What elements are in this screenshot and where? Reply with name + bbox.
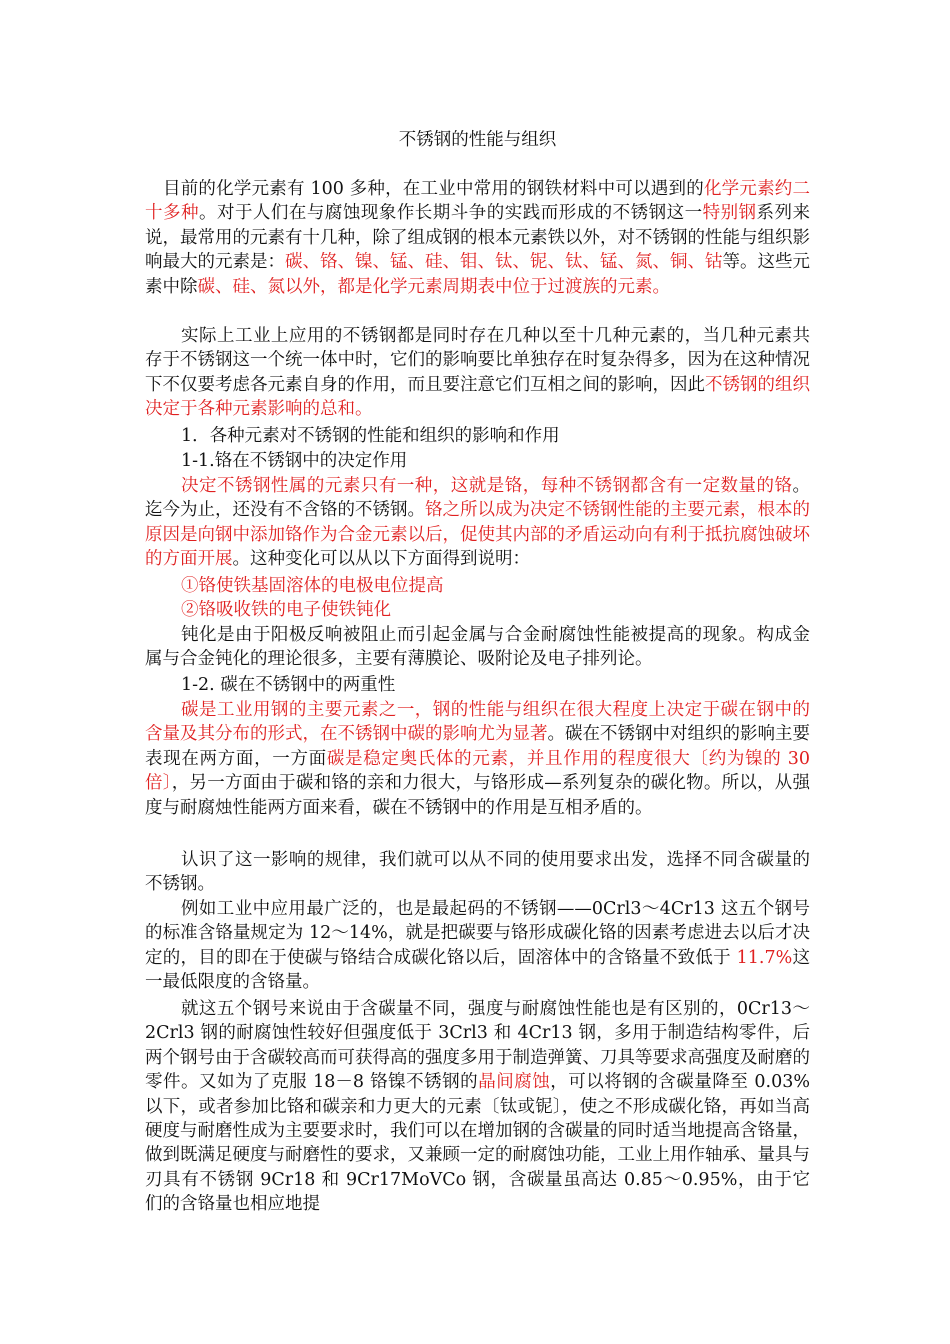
paragraph-elements-intro: [145, 177, 810, 299]
text-run: 等。这些元素中除: [145, 252, 810, 297]
highlight-text: 决定不锈钢性属的元素只有一种，这就是铬，每种不锈钢都含有一定数量的铬: [181, 476, 793, 496]
document-title: 不锈钢的性能与组织: [398, 130, 557, 150]
paragraph-carbon: [145, 698, 810, 820]
highlight-text: 碳是工业用钢的主要元素之一，钢的性能与组织在很大程度上决定于碳在钢中的含量及其分布的形式，在不锈钢中碳的影响尤为显著: [145, 700, 810, 745]
text-run: 例如工业中应用最广泛的，也是最起码的不锈钢——0Crl3～4Cr13 这五个钢号的标准含铬量规定为 12～14%，就是把碳要与铬形成碳化铬的因素考虑进去以后才决定的，目的即在于使碳与铬结合成碳化铬以后，固溶体中的含铬量不致低于: [145, 899, 810, 968]
heading-section-1: 1．各种元素对不锈钢的性能和组织的影响和作用: [181, 426, 560, 446]
paragraph-example: [145, 897, 810, 995]
list-item-1: ①铬使铁基固溶体的电极电位提高: [181, 576, 444, 596]
paragraph-passivation: 钝化是由于阳极反响被阻止而引起金属与合金耐腐蚀性能被提高的现象。构成金属与合金钝化的理论很多，主要有薄膜论、吸附论及电子排列论。: [145, 625, 810, 670]
paragraph-multi-element: [145, 324, 810, 422]
text-run: 这一最低限度的含铬量。: [145, 947, 811, 993]
highlight-text: 铬之所以成为决定不锈钢性能的主要元素，根本的原因是向钢中添加铬作为合金元素以后，促使其内部的矛盾运动向有利于抵抗腐蚀破坏的方面开展: [145, 500, 810, 570]
text-run: 就这五个钢号来说由于含碳量不同，强度与耐腐蚀性能也是有区别的，0Cr13～2Crl3 钢的耐腐蚀性较好但强度低于 3Crl3 和 4Cr13 钢，多用于制造结构零件，后两个钢号由于含碳较高而可获得高的强度多用于制造弹簧、刀具等要求高强度及耐磨的零件。又如为了克服 18－8 铬镍不锈钢的: [145, 999, 810, 1093]
highlight-text: 碳、硅、氮以外，都是化学元素周期表中位于过渡族的元素。: [197, 276, 670, 297]
highlight-text: 11.7%: [736, 947, 793, 968]
heading-section-1-2: 1-2. 碳在不锈钢中的两重性: [181, 675, 396, 695]
text-run: 。对于人们在与腐蚀现象作长期斗争的实践而形成的不锈钢这一: [198, 203, 703, 224]
text-run: 目前的化学元素有 100 多种，在工业中常用的钢铁材料中可以遇到的: [163, 179, 704, 199]
text-run: ，可以将钢的含碳量降至 0.03%以下，或者参加比铬和碳亲和力更大的元素〔钛或铌〕，使之不形成碳化铬，再如当高硬度与耐磨性成为主要要求时，我们可以在增加钢的含碳量的同时适当地提高含铬量，做到既满足硬度与耐磨性的要求，又兼顾一定的耐腐蚀功能，工业上用作轴承、量具与刃具有不锈钢 9Cr18 和 9Cr17MoVCo 钢，含碳量虽高达 0.85～0.95%，由于它们的含铬量也相应地提: [145, 1072, 811, 1215]
paragraph-rule: 认识了这一影响的规律，我们就可以从不同的使用要求出发，选择不同含碳量的不锈钢。: [145, 850, 810, 895]
highlight-text: 晶间腐蚀: [478, 1072, 551, 1093]
text-run: 。碳在不锈钢中对组织的影响主要表现在两方面，一方面: [145, 724, 810, 769]
text-run: 实际上工业上应用的不锈钢都是同时存在几种以至十几种元素的，当几种元素共存于不锈钢这一个统一体中时，它们的影响要比单独存在时复杂得多，因为在这种情况下不仅要考虑各元素自身的作用，而且要注意它们互相之间的影响，因此: [145, 326, 810, 395]
text-run: 系列来说，最常用的元素有十几种，除了组成钢的根本元素铁以外，对不锈钢的性能与组织影响最大的元素是：: [145, 203, 811, 273]
paragraph-grades: [145, 997, 810, 1217]
heading-section-1-1: 1-1.铬在不锈钢中的决定作用: [181, 451, 408, 471]
list-item-2: ②铬吸收铁的电子使铁钝化: [181, 600, 391, 620]
highlight-text: 碳、铬、镍、锰、硅、钼、钛、铌、钛、锰、氮、铜、钴: [285, 252, 723, 273]
highlight-text: 不锈钢的组织决定于各种元素影响的总和。: [145, 374, 810, 420]
paragraph-chromium: [145, 474, 810, 572]
text-run: ，另一方面由于碳和铬的亲和力很大，与铬形成—系列复杂的碳化物。所以，从强度与耐腐烛性能两方面来看，碳在不锈钢中的作用是互相矛盾的。: [145, 773, 811, 818]
highlight-text: 碳是稳定奥氏体的元素，并且作用的程度很大〔约为镍的 30 倍〕: [145, 748, 810, 794]
highlight-text: 化学元素约二十多种: [145, 179, 811, 224]
highlight-text: 特别钢: [702, 203, 757, 224]
text-run: 。迄今为止，还没有不含铬的不锈钢。: [145, 476, 810, 521]
text-run: 。这种变化可以从以下方面得到说明：: [232, 549, 530, 570]
